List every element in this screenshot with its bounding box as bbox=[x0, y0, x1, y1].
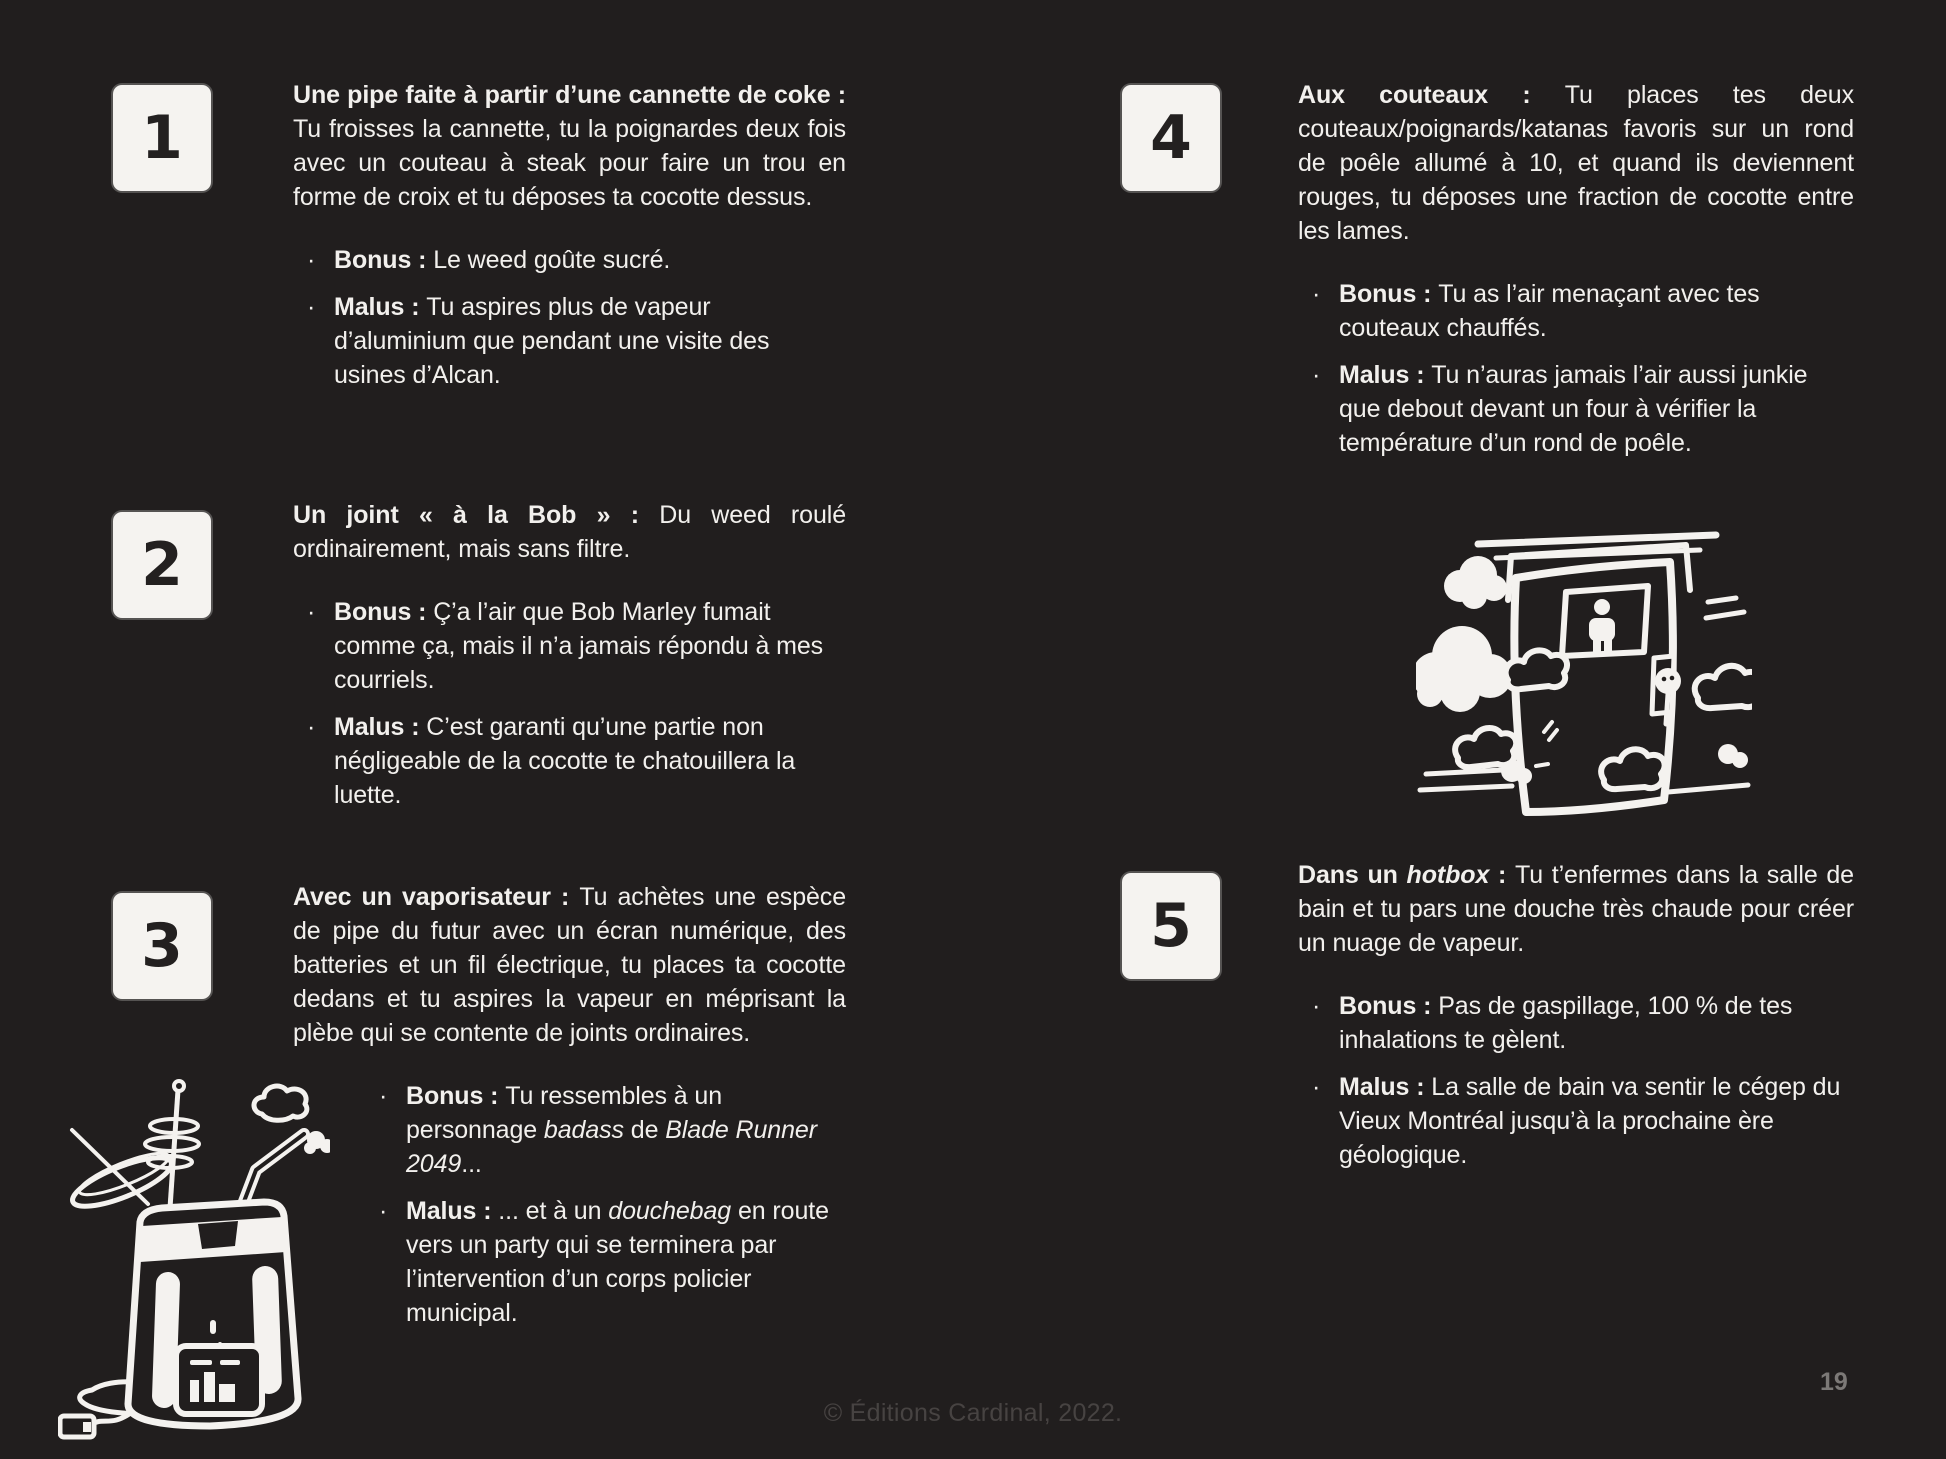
item-4-header: Aux couteaux : Tu places tes deux couteaux/poignards/katanas favoris sur un rond de poêle allumé à 10, et quand ils deviennent rouges, tu déposes une fraction de cocotte entre les lames. bbox=[1298, 81, 1854, 245]
item-2 bbox=[293, 498, 846, 812]
page-number: 19 bbox=[1820, 1368, 1848, 1396]
bullet-dot: · bbox=[379, 1197, 388, 1225]
item-5-malus bbox=[1298, 1070, 1854, 1172]
item-2-number-badge: 2 bbox=[113, 512, 211, 618]
item-2-malus bbox=[293, 710, 846, 812]
item-2-bonus-text: Bonus : Ç’a l’air que Bob Marley fumait comme ça, mais il n’a jamais répondu à mes courriels. bbox=[334, 598, 824, 694]
bullet-dot: · bbox=[307, 598, 316, 626]
item-3-malus-text: Malus : ... et à un douchebag en route vers un party qui se terminera par l’intervention d’un corps policier municipal. bbox=[406, 1197, 829, 1327]
hotbox-bathroom-door-illustration bbox=[1416, 528, 1752, 828]
bullet-dot: · bbox=[307, 246, 316, 274]
item-1-bonus bbox=[293, 243, 846, 277]
item-5 bbox=[1298, 858, 1854, 1172]
item-2-malus-text: Malus : C’est garanti qu’une partie non négligeable de la cocotte te chatouillera la luette. bbox=[334, 713, 796, 809]
item-1-bonus-text: Bonus : Le weed goûte sucré. bbox=[334, 246, 671, 274]
item-5-bonus bbox=[1298, 989, 1854, 1057]
item-4 bbox=[1298, 78, 1854, 460]
bullet-dot: · bbox=[379, 1082, 388, 1110]
item-4-bonus bbox=[1298, 277, 1854, 345]
bullet-dot: · bbox=[1312, 361, 1321, 389]
item-1-malus bbox=[293, 290, 846, 392]
vaporizer-can-illustration bbox=[58, 1074, 330, 1446]
item-1-malus-text: Malus : Tu aspires plus de vapeur d’aluminium que pendant une visite des usines d’Alcan. bbox=[334, 293, 770, 389]
bullet-dot: · bbox=[1312, 992, 1321, 1020]
item-5-malus-text: Malus : La salle de bain va sentir le cégep du Vieux Montréal jusqu’à la prochaine ère géologique. bbox=[1339, 1073, 1841, 1169]
bullet-dot: · bbox=[1312, 1073, 1321, 1101]
item-3-bonus bbox=[365, 1079, 846, 1181]
item-2-header: Un joint « à la Bob » : Du weed roulé ordinairement, mais sans filtre. bbox=[293, 501, 847, 563]
item-2-bonus bbox=[293, 595, 846, 697]
item-1 bbox=[293, 78, 846, 392]
item-3 bbox=[293, 880, 846, 1330]
item-4-malus bbox=[1298, 358, 1854, 460]
item-3-number-badge: 3 bbox=[113, 893, 211, 999]
item-3-malus bbox=[365, 1194, 846, 1330]
item-5-header: Dans un hotbox : Tu t’enfermes dans la salle de bain et tu pars une douche très chaude pour créer un nuage de vapeur. bbox=[1298, 861, 1854, 957]
item-5-bonus-text: Bonus : Pas de gaspillage, 100 % de tes inhalations te gèlent. bbox=[1339, 992, 1793, 1054]
copyright-notice: © Éditions Cardinal, 2022. bbox=[823, 1399, 1123, 1427]
item-4-number-badge: 4 bbox=[1122, 85, 1220, 191]
item-4-bonus-text: Bonus : Tu as l’air menaçant avec tes couteaux chauffés. bbox=[1339, 280, 1760, 342]
item-5-number-badge: 5 bbox=[1122, 873, 1220, 979]
bullet-dot: · bbox=[307, 293, 316, 321]
bullet-dot: · bbox=[1312, 280, 1321, 308]
bullet-dot: · bbox=[307, 713, 316, 741]
item-3-bonus-text: Bonus : Tu ressembles à un personnage badass de Blade Runner 2049... bbox=[406, 1082, 817, 1178]
item-4-malus-text: Malus : Tu n’auras jamais l’air aussi junkie que debout devant un four à vérifier la température d’un rond de poêle. bbox=[1339, 361, 1808, 457]
item-1-number-badge: 1 bbox=[113, 85, 211, 191]
item-3-header: Avec un vaporisateur : Tu achètes une espèce de pipe du futur avec un écran numérique, des batteries et un fil électrique, tu places ta cocotte dedans et tu aspires la vapeur en méprisant la plèbe qui se contente de joints ordinaires. bbox=[293, 883, 847, 1047]
item-1-header: Une pipe faite à partir d’une cannette de coke : Tu froisses la cannette, tu la poignardes deux fois avec un couteau à steak pour faire un trou en forme de croix et tu déposes ta cocotte dessus. bbox=[293, 81, 846, 211]
